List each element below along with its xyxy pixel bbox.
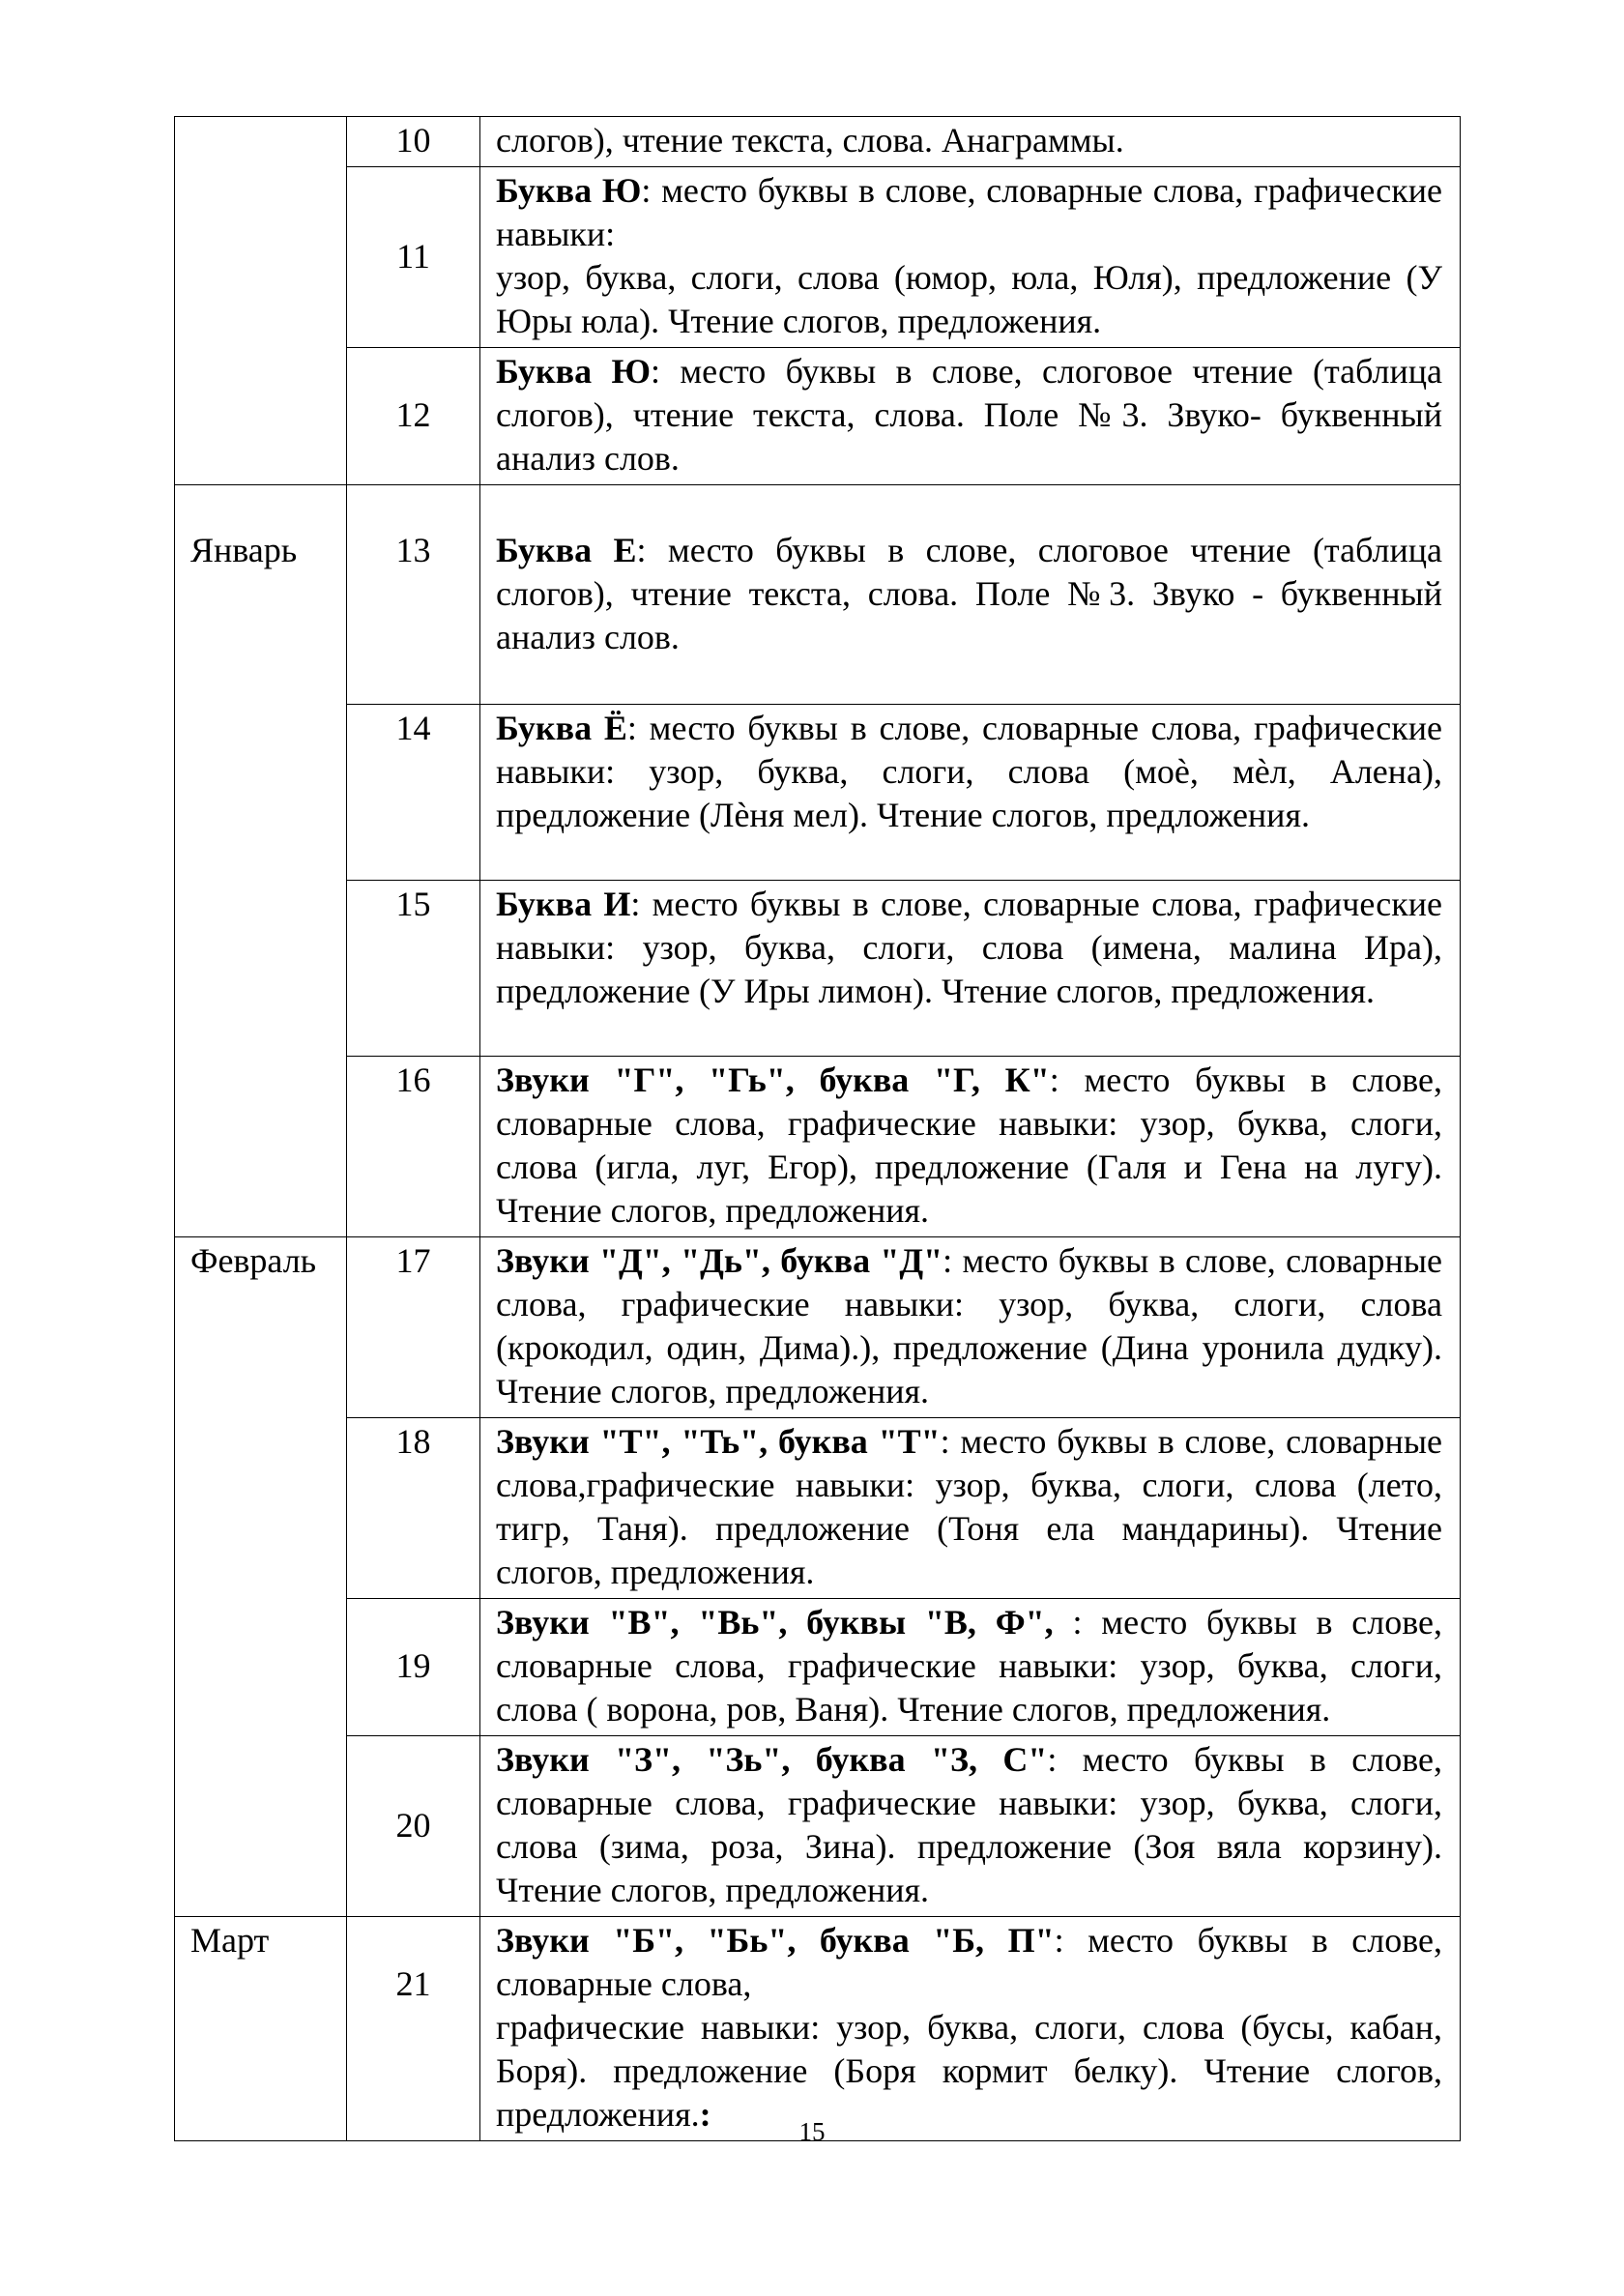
- table-row: [175, 705, 1461, 881]
- lesson-number: 10: [347, 117, 480, 167]
- lesson-number: 11: [347, 167, 480, 348]
- lesson-number: 18: [347, 1418, 480, 1599]
- lesson-content: Буква И: место буквы в слове, словарные слова, графические навыки: узор, буква, слоги, слова (имена, малина Ира), предложение (У Иры лимон). Чтение слогов, предложения.: [480, 881, 1461, 1057]
- lesson-number: 20: [347, 1736, 480, 1917]
- lesson-content: Звуки "Г", "Гь", буква "Г, К": место буквы в слове, словарные слова, графические навыки: узор, буква, слоги, слова (игла, луг, Егор), предложение (Галя и Гена на лугу). Чтение слогов, предложения.: [480, 1057, 1461, 1237]
- table-row: [175, 1736, 1461, 1917]
- month-cell: [175, 1237, 347, 1917]
- month-cell: [175, 485, 347, 1237]
- lesson-number: 19: [347, 1599, 480, 1736]
- month-february: Февраль: [190, 1241, 317, 1280]
- page-number: 15: [798, 2117, 826, 2146]
- lesson-title: Звуки "Т", "Ть", буква "Т": [496, 1422, 941, 1461]
- lesson-title: Буква Ю: [496, 171, 642, 210]
- month-january: Январь: [190, 531, 298, 569]
- table-row: [175, 485, 1461, 705]
- lesson-title: Звуки "Д", "Дь", буква "Д": [496, 1241, 943, 1280]
- lesson-content: Звуки "Т", "Ть", буква "Т": место буквы в слове, словарные слова,графические навыки: узор, буква, слоги, слова (лето, тигр, Таня). предложение (Тоня ела мандарины). Чтение слогов, предложения.: [480, 1418, 1461, 1599]
- month-march: Март: [190, 1921, 270, 1960]
- table-row: [175, 1418, 1461, 1599]
- table-row: [175, 167, 1461, 348]
- lesson-title: Буква Ю: [496, 352, 651, 391]
- lesson-content: Буква Ю: место буквы в слове, словарные слова, графические навыки: узор, буква, слоги, слова (юмор, юла, Юля), предложение (У Юры юла). Чтение слогов, предложения.: [480, 167, 1461, 348]
- lesson-content: Буква Е: место буквы в слове, слоговое чтение (таблица слогов), чтение текста, слова. Поле №3. Звуко - буквенный анализ слов.: [480, 485, 1461, 705]
- month-cell: [175, 117, 347, 485]
- lesson-title: Звуки "Б", "Бь", буква "Б, П": [496, 1921, 1055, 1960]
- lesson-number: 14: [347, 705, 480, 881]
- table-row: [175, 1917, 1461, 2141]
- lesson-number: 17: [347, 1237, 480, 1418]
- lesson-title: Буква Е: [496, 531, 637, 569]
- lesson-number: 15: [347, 881, 480, 1057]
- lesson-content: Звуки "В", "Вь", буквы "В, Ф", : место буквы в слове, словарные слова, графические навыки: узор, буква, слоги, слова ( ворона, ров, Ваня). Чтение слогов, предложения.: [480, 1599, 1461, 1736]
- table-row: [175, 1057, 1461, 1237]
- lesson-number: 21: [347, 1917, 480, 2141]
- lesson-plan-table: [174, 116, 1461, 2141]
- lesson-content: Звуки "Б", "Бь", буква "Б, П": место буквы в слове, словарные слова, графические навыки: узор, буква, слоги, слова (бусы, кабан, Боря). предложение (Боря кормит белку). Чтение слогов, предложения.:: [480, 1917, 1461, 2141]
- lesson-number: 13: [347, 485, 480, 705]
- lesson-content: Буква Ю: место буквы в слове, слоговое чтение (таблица слогов), чтение текста, слова. Поле №3. Звуко- буквенный анализ слов.: [480, 348, 1461, 485]
- lesson-content: Звуки "З", "Зь", буква "З, С": место буквы в слове, словарные слова, графические навыки: узор, буква, слоги, слова (зима, роза, Зина). предложение (Зоя вяла корзину). Чтение слогов, предложения.: [480, 1736, 1461, 1917]
- lesson-content: слогов), чтение текста, слова. Анаграммы.: [480, 117, 1461, 167]
- table-row: [175, 348, 1461, 485]
- lesson-title: Звуки "З", "Зь", буква "З, С": [496, 1740, 1048, 1779]
- lesson-title: Буква И: [496, 885, 631, 923]
- table-row: [175, 1599, 1461, 1736]
- table-row: [175, 1237, 1461, 1418]
- table-row: [175, 881, 1461, 1057]
- lesson-title: Звуки "Г", "Гь", буква "Г, К": [496, 1061, 1050, 1099]
- table-row: [175, 117, 1461, 167]
- lesson-content: Звуки "Д", "Дь", буква "Д": место буквы в слове, словарные слова, графические навыки: узор, буква, слоги, слова (крокодил, один, Дима).), предложение (Дина уронила дудку). Чтение слогов, предложения.: [480, 1237, 1461, 1418]
- lesson-number: 16: [347, 1057, 480, 1237]
- month-cell: [175, 1917, 347, 2141]
- lesson-number: 12: [347, 348, 480, 485]
- lesson-title: Буква Ё: [496, 709, 627, 747]
- lesson-title: Звуки "В", "Вь", буквы "В, Ф",: [496, 1603, 1054, 1642]
- lesson-content: Буква Ё: место буквы в слове, словарные слова, графические навыки: узор, буква, слоги, слова (моѐ, мѐл, Алена), предложение (Лѐня мел). Чтение слогов, предложения.: [480, 705, 1461, 881]
